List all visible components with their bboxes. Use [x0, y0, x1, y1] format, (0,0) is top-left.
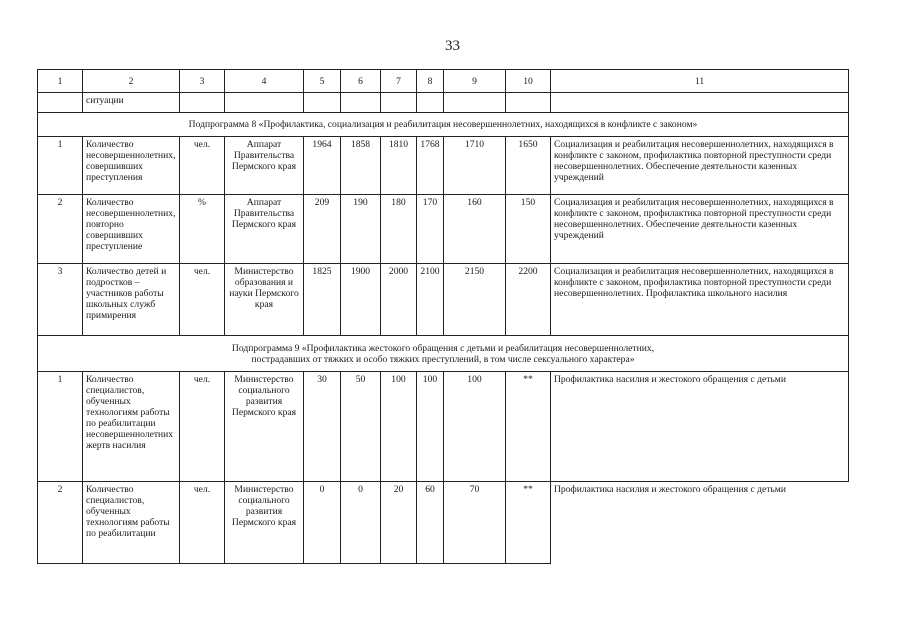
header-cell: 10 — [506, 70, 551, 93]
measures: Профилактика насилия и жестокого обращения с детьми — [551, 372, 849, 482]
indicator-name: Количество специалистов, обученных технологиям работы по реабилитации несовершеннолетних жертв насилия — [83, 372, 180, 482]
row-number: 1 — [38, 372, 83, 482]
value-col9: 70 — [444, 482, 506, 564]
header-cell: 2 — [83, 70, 180, 93]
indicator-name: Количество детей и подростков – участников работы школьных служб примирения — [83, 264, 180, 336]
unit: % — [180, 195, 225, 264]
cell-empty — [444, 93, 506, 113]
subprogram-9-title — [38, 336, 849, 372]
header-cell: 3 — [180, 70, 225, 93]
cell-empty — [225, 93, 304, 113]
measures: Социализация и реабилитация несовершеннолетних, находящихся в конфликте с законом, профилактика повторной преступности среди несовершеннолетних. Обеспечение деятельности казенных учреждений — [551, 195, 849, 264]
row-number: 1 — [38, 137, 83, 195]
value-col10: 150 — [506, 195, 551, 264]
header-cell: 1 — [38, 70, 83, 93]
measures: Социализация и реабилитация несовершеннолетних, находящихся в конфликте с законом, профилактика повторной преступности среди несовершеннолетних. Обеспечение деятельности казенных учреждений — [551, 137, 849, 195]
executor: Аппарат Правительства Пермского края — [225, 137, 304, 195]
executor: Министерство социального развития Пермского края — [225, 372, 304, 482]
indicators-table — [37, 69, 849, 564]
value-col9: 1710 — [444, 137, 506, 195]
value-col8: 100 — [417, 372, 444, 482]
unit: чел. — [180, 372, 225, 482]
value-col8: 170 — [417, 195, 444, 264]
subprogram-8-title: Подпрограмма 8 «Профилактика, социализация и реабилитация несовершеннолетних, находящихся в конфликте с законом» — [38, 113, 849, 137]
value-col7: 2000 — [381, 264, 417, 336]
value-col8: 60 — [417, 482, 444, 564]
table-row — [38, 482, 849, 564]
indicator-name: Количество несовершеннолетних, совершивших преступления — [83, 137, 180, 195]
header-cell: 9 — [444, 70, 506, 93]
header-row — [38, 70, 849, 93]
value-col5: 1825 — [304, 264, 341, 336]
continuation-row — [38, 93, 849, 113]
executor: Министерство социального развития Пермского края — [225, 482, 304, 564]
measures: Профилактика насилия и жестокого обращения с детьми — [551, 482, 849, 564]
header-cell: 8 — [417, 70, 444, 93]
row-number: 3 — [38, 264, 83, 336]
table-row — [38, 137, 849, 195]
value-col7: 100 — [381, 372, 417, 482]
subprogram-8-header — [38, 113, 849, 137]
value-col5: 1964 — [304, 137, 341, 195]
subprogram-9-title-line1: Подпрограмма 9 «Профилактика жестокого обращения с детьми и реабилитация несовершеннолетних, — [231, 342, 655, 354]
header-cell: 4 — [225, 70, 304, 93]
value-col7: 1810 — [381, 137, 417, 195]
cell-empty — [180, 93, 225, 113]
value-col10: 1650 — [506, 137, 551, 195]
cell-empty — [381, 93, 417, 113]
cell-empty — [506, 93, 551, 113]
unit: чел. — [180, 482, 225, 564]
indicator-name: Количество специалистов, обученных технологиям работы по реабилитации — [83, 482, 180, 564]
header-cell: 11 — [551, 70, 849, 93]
continuation-text: ситуации — [83, 93, 180, 113]
value-col9: 100 — [444, 372, 506, 482]
value-col9: 2150 — [444, 264, 506, 336]
subprogram-9-title-line2: пострадавших от тяжких и особо тяжких преступлений, в том числе сексуального характера» — [251, 353, 635, 365]
value-col10: ** — [506, 482, 551, 564]
value-col5: 30 — [304, 372, 341, 482]
value-col6: 1858 — [341, 137, 381, 195]
page-number: 33 — [445, 38, 460, 54]
value-col10: ** — [506, 372, 551, 482]
value-col6: 1900 — [341, 264, 381, 336]
cell-empty — [551, 93, 849, 113]
table-row — [38, 372, 849, 482]
header-cell: 6 — [341, 70, 381, 93]
cell-empty — [38, 93, 83, 113]
indicator-name: Количество несовершеннолетних, повторно совершивших преступление — [83, 195, 180, 264]
row-number: 2 — [38, 195, 83, 264]
unit: чел. — [180, 264, 225, 336]
value-col9: 160 — [444, 195, 506, 264]
header-cell: 7 — [381, 70, 417, 93]
executor: Министерство образования и науки Пермского края — [225, 264, 304, 336]
subprogram-9-header — [38, 336, 849, 372]
table-row — [38, 195, 849, 264]
measures: Социализация и реабилитация несовершеннолетних, находящихся в конфликте с законом, профилактика повторной преступности среди несовершеннолетних. Профилактика школьного насилия — [551, 264, 849, 336]
value-col5: 209 — [304, 195, 341, 264]
value-col8: 1768 — [417, 137, 444, 195]
value-col6: 50 — [341, 372, 381, 482]
value-col8: 2100 — [417, 264, 444, 336]
cell-empty — [341, 93, 381, 113]
unit: чел. — [180, 137, 225, 195]
row-number: 2 — [38, 482, 83, 564]
value-col10: 2200 — [506, 264, 551, 336]
cell-empty — [304, 93, 341, 113]
cell-empty — [417, 93, 444, 113]
value-col7: 180 — [381, 195, 417, 264]
value-col6: 0 — [341, 482, 381, 564]
value-col5: 0 — [304, 482, 341, 564]
executor: Аппарат Правительства Пермского края — [225, 195, 304, 264]
value-col7: 20 — [381, 482, 417, 564]
value-col6: 190 — [341, 195, 381, 264]
header-cell: 5 — [304, 70, 341, 93]
table-row — [38, 264, 849, 336]
